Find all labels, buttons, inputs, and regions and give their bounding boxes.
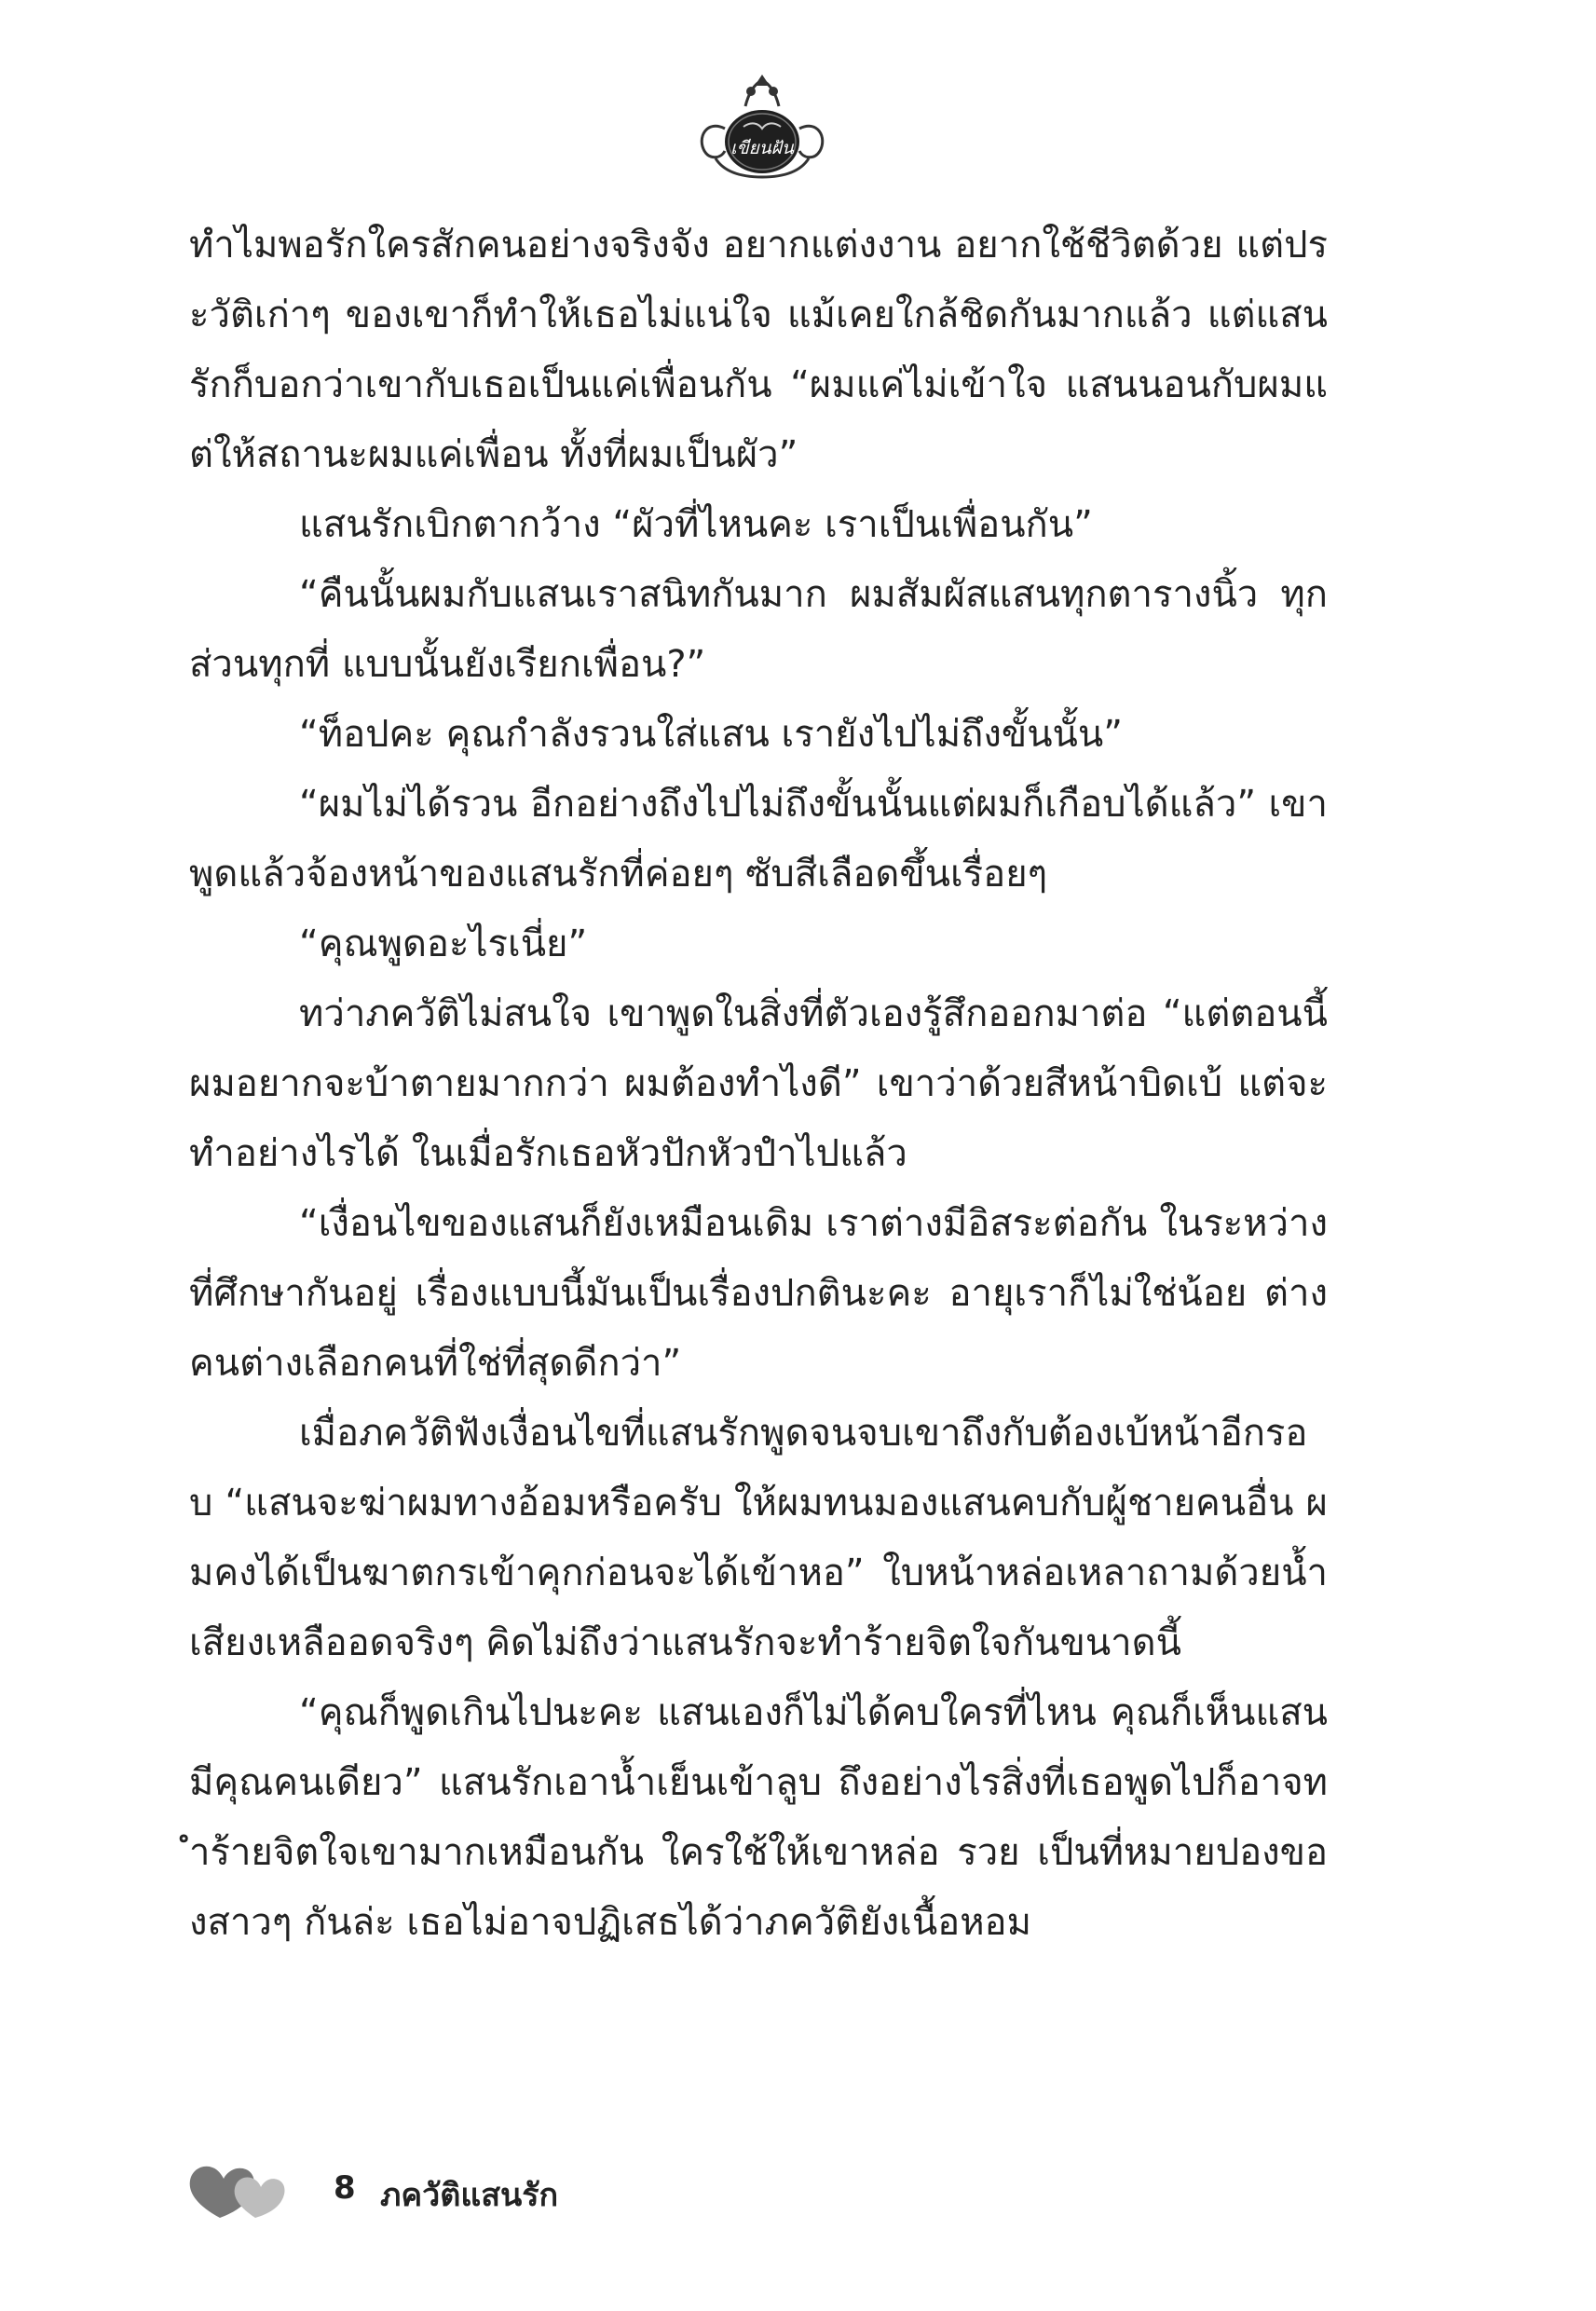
publisher-logo	[688, 73, 837, 183]
paragraph: “คืนนั้นผมกับแสนเราสนิทกันมาก ผมสัมผัสแสนทุกตารางนิ้ว ทุกส่วนทุกที่ แบบนั้นยังเรียกเพื่อน?”	[189, 573, 1328, 686]
ornamental-crest-icon	[688, 73, 837, 183]
page-footer	[186, 2158, 745, 2223]
paragraph: เมื่อภควัติฟังเงื่อนไขที่แสนรักพูดจนจบเขาถึงกับต้องเบ้หน้าอีกรอบ “แสนจะฆ่าผมทางอ้อมหรือครับ ให้ผมทนมองแสนคบกับผู้ชายคนอื่น ผมคงได้เป็นฆาตกรเข้าคุกก่อนจะได้เข้าหอ” ใบหน้าหล่อเหลาถามด้วยน้ำเสียงเหลืออดจริงๆ คิดไม่ถึงว่าแสนรักจะทำร้ายจิตใจกันขนาดนี้	[189, 1412, 1328, 1664]
book-title: ภควัติแสนรัก	[380, 2177, 559, 2214]
paragraph: แสนรักเบิกตากว้าง “ผัวที่ไหนคะ เราเป็นเพื่อนกัน”	[299, 503, 1093, 546]
paragraph: “เงื่อนไขของแสนก็ยังเหมือนเดิม เราต่างมีอิสระต่อกัน ในระหว่างที่ศึกษากันอยู่ เรื่องแบบนี้มันเป็นเรื่องปกตินะคะ อายุเราก็ไม่ใช่น้อย ต่างคนต่างเลือกคนที่ใช่ที่สุดดีกว่า”	[189, 1202, 1328, 1385]
paragraph: ทว่าภควัติไม่สนใจ เขาพูดในสิ่งที่ตัวเองรู้สึกออกมาต่อ “แต่ตอนนี้ผมอยากจะบ้าตายมากกว่า ผมต้องทำไงดี” เขาว่าด้วยสีหน้าบิดเบ้ แต่จะทำอย่างไรได้ ในเมื่อรักเธอหัวปักหัวปำไปแล้ว	[189, 992, 1328, 1175]
two-hearts-icon	[186, 2158, 291, 2223]
body-text	[189, 211, 1328, 1958]
paragraph: “ท็อปคะ คุณกำลังรวนใส่แสน เรายังไปไม่ถึงขั้นนั้น”	[299, 713, 1123, 756]
logo-wordmark: เขียนฝัน	[730, 138, 794, 158]
paragraph: ทำไมพอรักใครสักคนอย่างจริงจัง อยากแต่งงาน อยากใช้ชีวิตด้วย แต่ประวัติเก่าๆ ของเขาก็ทำให้เธอไม่แน่ใจ แม้เคยใกล้ชิดกันมากแล้ว แต่แสนรักก็บอกว่าเขากับเธอเป็นแค่เพื่อนกัน “ผมแค่ไม่เข้าใจ แสนนอนกับผมแต่ให้สถานะผมแค่เพื่อน ทั้งที่ผมเป็นผัว”	[189, 224, 1328, 476]
paragraph: “คุณพูดอะไรเนี่ย”	[299, 923, 588, 965]
paragraph: “คุณก็พูดเกินไปนะคะ แสนเองก็ไม่ได้คบใครที่ไหน คุณก็เห็นแสนมีคุณคนเดียว” แสนรักเอาน้ำเย็นเข้าลูบ ถึงอย่างไรสิ่งที่เธอพูดไปก็อาจทำร้ายจิตใจเขามากเหมือนกัน ใครใช้ให้เขาหล่อ รวย เป็นที่หมายปองของสาวๆ กันล่ะ เธอไม่อาจปฏิเสธได้ว่าภควัติยังเนื้อหอม	[189, 1691, 1328, 1944]
page-number: 8	[334, 2169, 356, 2207]
paragraph: “ผมไม่ได้รวน อีกอย่างถึงไปไม่ถึงขั้นนั้นแต่ผมก็เกือบได้แล้ว” เขาพูดแล้วจ้องหน้าของแสนรักที่ค่อยๆ ซับสีเลือดขึ้นเรื่อยๆ	[189, 783, 1328, 896]
